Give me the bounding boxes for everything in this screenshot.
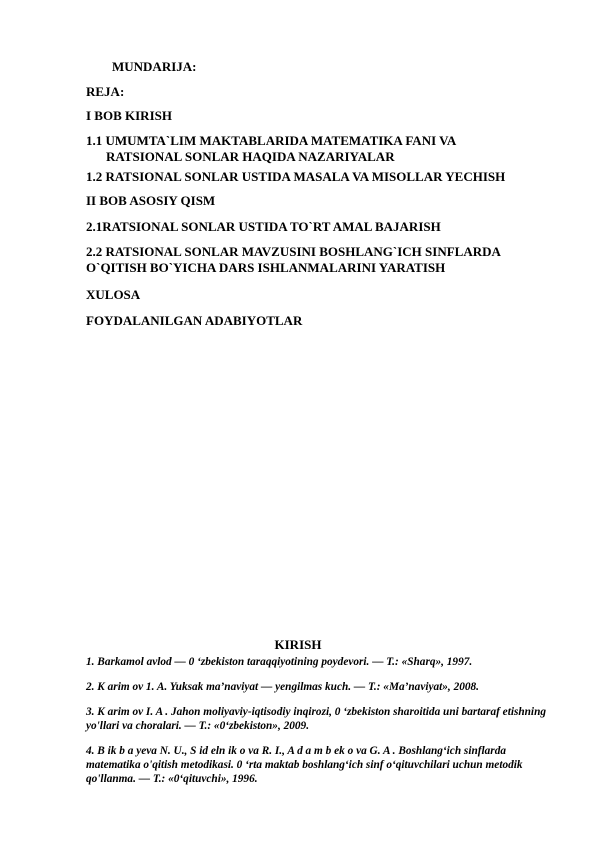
introduction-title: KIRISH [274,637,322,652]
reference-item: 1. Barkamol avlod — 0 ‘zbekiston taraqqiyotining poydevori. — T.: «Sharq», 1997. [86,656,473,668]
reference-item: 2. K arim ov 1. A. Yuksak ma’naviyat — yengilmas kuch. — T.: «Ma’naviyat», 2008. [86,681,480,693]
references-list [86,655,556,797]
reference-item: 4. B ik b a yeva N. U., S id eln ik o va R. I., A d a m b ek o va G. A . Boshlang‘ich sinflarda matematika o'qitish metodikasi. 0 ‘rta maktab boshlang‘ich sinf o‘qituvchilari uchun metodik qo'llanma. — T.: «0‘qituvchi», 1996. [86,745,523,785]
toc-item-2-2-text: 2.2 RATSIONAL SONLAR MAVZUSINI BOSHLANG`ICH SINFLARDA [86,244,501,259]
toc-item-chapter-1: I BOB KIRISH [86,108,172,123]
toc-item-references: FOYDALANILGAN ADABIYOTLAR [86,313,303,328]
reference-item: 3. K arim ov I. A . Jahon moliyaviy-iqtisodiy inqirozi, 0 ‘zbekiston sharoitida uni bartaraf etishning yo'llari va choralari. — T.: «0‘zbekiston», 2009. [86,706,547,732]
toc-item-chapter-2: II BOB ASOSIY QISM [86,193,216,208]
toc-item-1-1 [86,133,456,165]
toc-item-1-1-continuation: RATSIONAL SONLAR HAQIDA NAZARIYALAR [106,149,395,164]
plan-label: REJA: [86,84,125,99]
toc-item-2-2-continuation: O`QITISH BO`YICHA DARS ISHLANMALARINI YARATISH [86,260,446,275]
toc-item-2-2 [86,244,501,276]
toc-item-2-1: 2.1RATSIONAL SONLAR USTIDA TO`RT AMAL BAJARISH [86,219,441,234]
toc-item-conclusion: XULOSA [86,287,141,302]
toc-item-1-2: 1.2 RATSIONAL SONLAR USTIDA MASALA VA MISOLLAR YECHISH [86,169,506,184]
toc-item-1-1-text: 1.1 UMUMTA`LIM MAKTABLARIDA MATEMATIKA FANI VA [86,133,457,148]
contents-title: MUNDARIJA: [112,59,197,74]
